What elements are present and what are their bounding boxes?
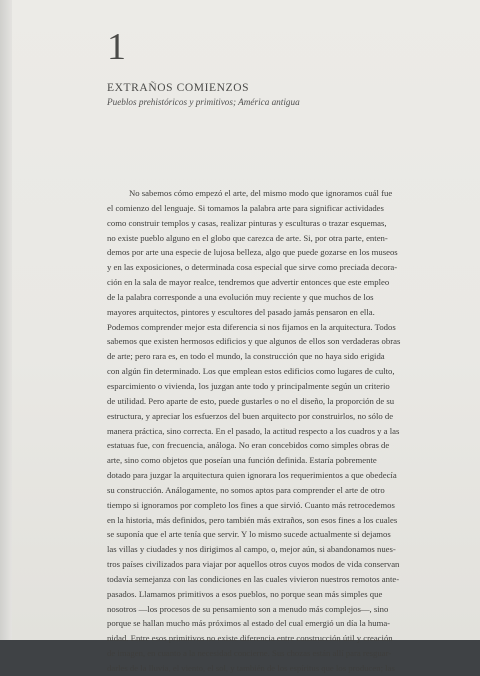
chapter-title: EXTRAÑOS COMIENZOS: [107, 82, 250, 94]
text-line: las villas y ciudades y nos dirigimos al campo, o, mejor aún, si abandonamos nues-: [107, 544, 396, 555]
text-line: de utilidad. Pero aparte de esto, puede gustarles o no el diseño, la proporción de su: [107, 395, 395, 406]
text-line: tiempo si ignoramos por completo los fines a que sirvió. Cuanto más retrocedemos: [107, 499, 395, 510]
text-line: el comienzo del lenguaje. Si tomamos la palabra arte para significar actividades: [107, 202, 384, 213]
text-line: pasados. Llamamos primitivos a esos pueblos, no porque sean más simples que: [107, 588, 383, 599]
text-line: como construir templos y casas, realizar pinturas y esculturas o trazar esquemas,: [107, 217, 387, 228]
text-line: mayores arquitectos, pintores y escultores del pasado jamás pensaron en ella.: [107, 306, 375, 317]
text-line: No sabemos cómo empezó el arte, del mismo modo que ignoramos cuál fue: [129, 188, 393, 198]
text-line: darles de la lluvia, el viento, el sol, y también de los espíritus que los producen; las: [107, 663, 395, 673]
text-line: su construcción. Análogamente, no somos aptos para comprender el arte de otro: [107, 484, 385, 495]
text-line: demos por arte una especie de lujosa belleza, algo que puede gozarse en los museos: [107, 247, 398, 258]
text-line: esparcimiento o vivienda, los juzgan ante todo y principalmente según un criterio: [107, 380, 390, 391]
text-line: con algún fin determinado. Los que emplean estos edificios como lugares de culto,: [107, 366, 395, 377]
text-line: en la historia, más definidos, pero también más extraños, son esos fines a los cuales: [107, 514, 398, 525]
text-line: porque se hallan mucho más próximos al estado del cual emergió un día la huma-: [107, 618, 391, 629]
text-line: se suponía que el arte tenía que servir. Y lo mismo sucede actualmente si dejamos: [107, 529, 391, 540]
body-text: [107, 186, 467, 676]
text-line: de la palabra corresponde a una evolución muy reciente y que muchos de los: [107, 291, 374, 302]
text-line: manera práctica, sino correcta. En el pasado, la actitud respecto a los cuadros y a las: [107, 425, 400, 436]
text-line: de arte; pero rara es, en todo el mundo, la construcción que no haya sido erigida: [107, 351, 385, 362]
text-line: de imagen, en cuanto a la necesidad concierne. Sus chozas están allí para resguar-: [107, 648, 392, 659]
text-line: nidad. Entre esos primitivos no existe diferencia entre construcción útil y creación: [107, 633, 393, 644]
book-page: [12, 0, 480, 673]
chapter-subtitle: Pueblos prehistóricos y primitivos; América antigua: [107, 97, 300, 107]
text-line: no existe pueblo alguno en el globo que carezca de arte. Si, por otra parte, enten-: [107, 232, 388, 243]
text-line: Podemos comprender mejor esta diferencia si nos fijamos en la arquitectura. Todos: [107, 321, 396, 332]
text-line: sabemos que existen hermosos edificios y que algunos de ellos son verdaderas obras: [107, 336, 401, 347]
text-line: ción en la sala de mayor realce, tendremos que advertir entonces que este empleo: [107, 277, 390, 288]
text-line: y en las exposiciones, o determinada cosa especial que sirve como preciada decora-: [107, 262, 398, 273]
text-line: estatuas fue, con frecuencia, análoga. No eran concebidos como simples obras de: [107, 440, 390, 451]
text-line: todavía semejanza con las condiciones en las cuales vivieron nuestros remotos ante-: [107, 573, 400, 584]
chapter-number: 1: [107, 26, 126, 68]
text-line: estructura, y apreciar los esfuerzos del buen arquitecto por construirlos, no sólo de: [107, 410, 394, 421]
text-line: tros países civilizados para viajar por aquellos otros cuyos modos de vida conservan: [107, 559, 400, 570]
text-line: dotado para juzgar la arquitectura quien ignorara los requerimientos a que obedecía: [107, 470, 397, 481]
text-line: nosotros —los procesos de su pensamiento son a menudo más complejos—, sino: [107, 603, 389, 614]
text-line: arte, sino como objetos que poseían una función definida. Estaría pobremente: [107, 455, 377, 466]
